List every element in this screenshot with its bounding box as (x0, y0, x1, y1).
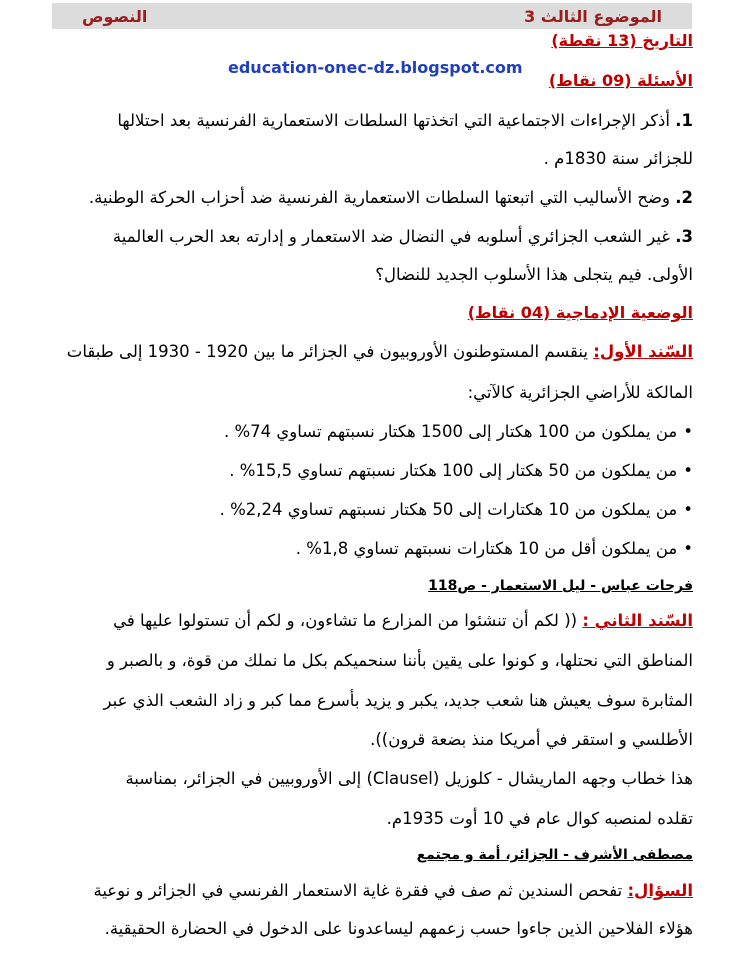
question-number: 1. (675, 111, 693, 130)
task-text: تفحص السندين ثم صف في فقرة غاية الاستعمار الفرنسي في الجزائر و نوعية (93, 881, 623, 900)
topic-title: الموضوع الثالث 3 (524, 6, 662, 26)
question-1-line-2: للجزائر سنة 1830م . (543, 149, 693, 168)
doc1-line-1 (44, 341, 693, 363)
doc1-bullet-4: • من يملكون أقل من 10 هكتارات نسبتهم تساوي 1,8% . (44, 538, 693, 560)
history-title: التاريخ (13 نقطة) (551, 31, 693, 50)
question-1-line-1 (44, 110, 693, 132)
question-3-line-1 (44, 226, 693, 248)
doc1-bullet-1: • من يملكون من 100 هكتار إلى 1500 هكتار نسبتهم تساوي 74% . (44, 421, 693, 443)
question-3-line-2: الأولى. فيم يتجلى هذا الأسلوب الجديد للنضال؟ (375, 265, 693, 284)
doc2-line-4: الأطلسي و استقر في أمريكا منذ بضعة قرون)). (370, 730, 693, 749)
doc2-source: مصطفى الأشرف - الجزائر، أمة و مجتمع (416, 847, 693, 863)
task-line-2: هؤلاء الفلاحين الذين جاءوا حسب زعمهم ليساعدونا على الدخول في الحضارة الحقيقية. (104, 919, 693, 938)
doc2-line-6: تقلده لمنصبه كوال عام في 10 أوت 1935م. (386, 809, 693, 828)
task-line-1 (44, 880, 693, 902)
question-number: 3. (675, 227, 693, 246)
question-number: 2. (675, 188, 693, 207)
questions-title: الأسئلة (09 نقاط) (548, 71, 693, 90)
question-text: أذكر الإجراءات الاجتماعية التي اتخذتها السلطات الاستعمارية الفرنسية بعد احتلالها (117, 111, 670, 130)
doc1-text: ينقسم المستوطنون الأوروبيون في الجزائر ما بين 1920 - 1930 إلى طبقات (66, 342, 588, 361)
doc1-source: فرحات عباس - ليل الاستعمار - ص118 (428, 578, 693, 594)
question-text: غير الشعب الجزائري أسلوبه في النضال ضد الاستعمار و إدارته بعد الحرب العالمية (112, 227, 670, 246)
question-text: وضح الأساليب التي اتبعتها السلطات الاستعمارية الفرنسية ضد أحزاب الحركة الوطنية. (88, 188, 670, 207)
doc2-line-1 (44, 610, 693, 632)
question-2-line-1 (44, 187, 693, 209)
doc2-text: (( لكم أن تنشئوا من المزارع ما تشاءون، و لكم أن تستولوا عليها في (113, 611, 578, 630)
doc2-label: السّند الثاني : (582, 611, 693, 630)
integration-title: الوضعية الإدماجية (04 نقاط) (467, 303, 693, 322)
section-label: النصوص (82, 6, 148, 26)
doc2-line-2: المناطق التي نحتلها، و كونوا على يقين بأننا سنحميكم بكل ما نملك من قوة، و بالصبر و (106, 651, 693, 670)
header-bar (52, 3, 692, 29)
doc1-line-2: المالكة للأراضي الجزائرية كالآتي: (467, 383, 693, 402)
watermark-link[interactable]: education-onec-dz.blogspot.com (228, 58, 523, 77)
doc1-label: السّند الأول: (593, 342, 693, 361)
task-label: السؤال: (627, 881, 693, 900)
doc2-line-5: هذا خطاب وجهه الماريشال - كلوزيل (Clausel) إلى الأوروبيين في الجزائر، بمناسبة (125, 769, 693, 788)
doc2-line-3: المثابرة سوف يعيش هنا شعب جديد، يكبر و يزيد بأسرع مما كبر و زاد الشعب الذي عبر (103, 691, 693, 710)
doc1-bullet-2: • من يملكون من 50 هكتار إلى 100 هكتار نسبتهم تساوي 15,5% . (44, 460, 693, 482)
doc1-bullet-3: • من يملكون من 10 هكتارات إلى 50 هكتار نسبتهم تساوي 2,24% . (44, 499, 693, 521)
